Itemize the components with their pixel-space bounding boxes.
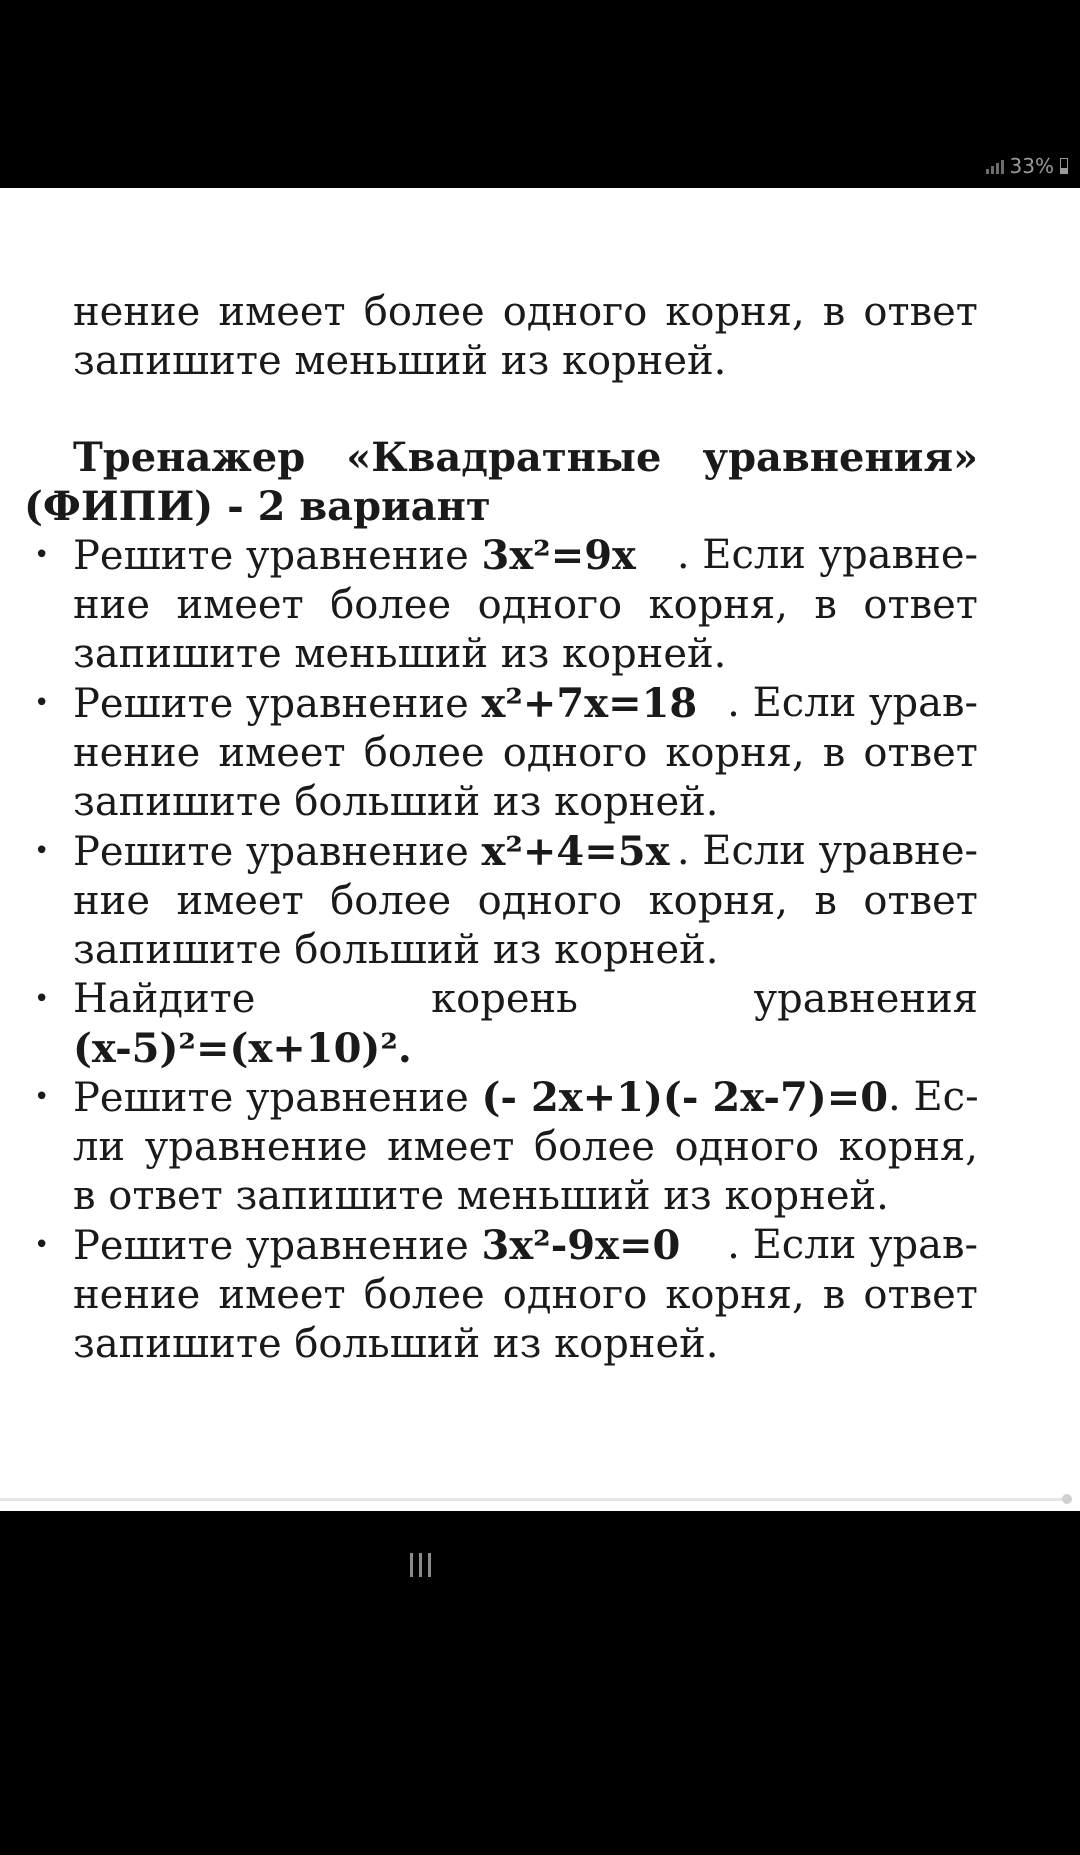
word: нение [73,730,201,776]
scroll-indicator[interactable] [1062,1494,1072,1504]
task-line [73,1172,978,1221]
word: в [822,730,846,776]
task-text: в ответ запишите меньший из корней. [73,1173,889,1219]
task-list [0,531,1080,1369]
word: имеет [387,1124,515,1170]
top-paragraph [73,288,978,386]
word: ние [73,878,150,924]
heading-word: «Квадратные [346,434,662,481]
word: ответ [863,1272,978,1318]
task-text: Решите уравнение [73,533,482,579]
word: более [330,582,452,628]
task-text: Решите уравнение [73,681,482,727]
word: в [814,878,837,924]
task-line [73,827,978,877]
word: имеет [176,878,304,924]
word: имеет [218,289,346,335]
battery-icon [1060,158,1068,174]
task-text: • Найдите [73,976,256,1022]
task-item [0,531,978,679]
task-line [73,531,978,581]
heading-line [24,433,978,482]
word: корня, [665,730,805,776]
heading-line: (ФИПИ) - 2 вариант [24,483,491,530]
status-indicators [986,154,1068,178]
signal-icon [986,158,1004,174]
word: одного [477,878,623,924]
word: более [363,289,485,335]
word: ответ [863,289,978,335]
word: одного [502,730,648,776]
word: ответ [863,730,978,776]
task-lead [73,827,669,877]
task-text: запишите больший из корней. [73,779,719,825]
task-text: корень [431,976,578,1022]
word: имеет [218,1272,346,1318]
task-lead [73,1221,680,1271]
task-line [73,1221,978,1271]
task-line [73,778,978,827]
task-text: Решите уравнение [73,1223,482,1269]
document-page[interactable] [0,188,1080,1511]
equation: x²+4=5x [481,828,670,875]
equation: (x-5)²=(x+10)². [73,1025,412,1072]
task-line [73,926,978,975]
task-item [0,679,978,827]
task-lead [73,679,697,729]
task-text: . Ес- [888,1074,979,1120]
word: более [363,730,485,776]
task-line [73,1073,978,1123]
word: в [822,1272,846,1318]
task-text: Решите уравнение [73,829,482,875]
task-line [73,1320,978,1369]
task-text: . Если уравне- [676,532,978,578]
task-text: запишите меньший из корней. [73,631,727,677]
equation: 3x²-9x=0 [481,1222,681,1269]
task-text: уравнения [753,976,978,1022]
task-line [73,877,978,926]
task-line [73,630,978,679]
task-text: . Если уравне- [676,828,978,874]
word: в [814,582,837,628]
word: одного [674,1124,820,1170]
task-text: . Если урав- [727,680,978,726]
task-line [73,975,978,1024]
word: корня, [665,1272,805,1318]
top-paragraph-line [73,288,978,337]
battery-percent: 33% [1009,154,1054,178]
status-bar [0,0,1080,188]
task-item [0,1073,978,1221]
word: корня, [838,1124,978,1170]
task-item [0,827,978,975]
equation: 3x²=9x [481,532,636,579]
top-paragraph-line: запишите меньший из корней. [73,338,727,384]
word: одного [477,582,623,628]
word: имеет [218,730,346,776]
word: корня, [665,289,805,335]
task-item [0,1221,978,1369]
word: ответ [863,878,978,924]
word: одного [502,289,648,335]
heading-word: Тренажер [73,434,306,481]
word: более [363,1272,485,1318]
equation: (- 2x+1)(- 2x-7)=0 [481,1074,889,1121]
task-text: Решите уравнение [73,1075,482,1121]
task-line [73,679,978,729]
task-text: запишите больший из корней. [73,927,719,973]
task-text: запишите больший из корней. [73,1321,719,1367]
task-line [73,729,978,778]
task-line [73,581,978,630]
task-line [73,1271,978,1320]
word: ние [73,582,150,628]
word: ли [73,1124,126,1170]
word: корня, [648,878,788,924]
word: имеет [176,582,304,628]
scroll-track [0,1498,1068,1501]
word: ответ [863,582,978,628]
word: корня, [648,582,788,628]
task-lead [73,531,636,581]
task-item [0,975,978,1073]
word: уравнение [144,1124,368,1170]
section-heading [24,433,978,531]
equation: x²+7x=18 [481,680,698,727]
word: в [822,289,846,335]
navigation-bar [0,1511,1080,1855]
task-line [73,1123,978,1172]
word: более [534,1124,655,1170]
heading-word: уравнения» [702,434,978,481]
task-lead [73,1073,888,1123]
word: более [330,878,452,924]
word: нение [73,289,201,335]
task-text: . Если урав- [727,1222,978,1268]
word: одного [502,1272,648,1318]
word: нение [73,1272,201,1318]
task-line [73,1024,978,1073]
recents-icon[interactable] [410,1553,431,1577]
